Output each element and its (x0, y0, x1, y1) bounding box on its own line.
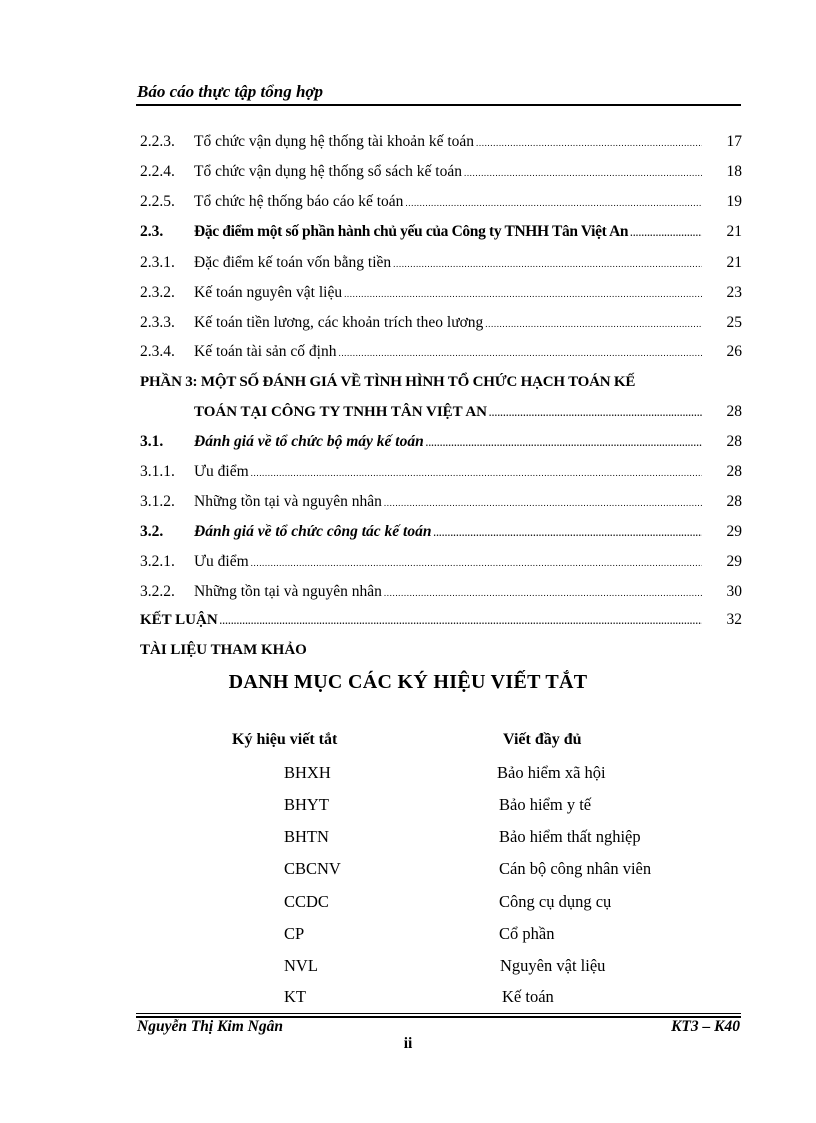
toc-entry-page: 21 (726, 254, 742, 271)
toc-entry-title: Những tồn tại và nguyên nhân (194, 493, 382, 510)
toc-entry-page: 29 (726, 523, 742, 540)
toc-references-entry[interactable]: TÀI LIỆU THAM KHẢO (140, 642, 307, 658)
toc-section-entry[interactable] (140, 221, 742, 243)
toc-entry-title: Tổ chức vận dụng hệ thống sổ sách kế toán (194, 163, 462, 180)
abbreviation-code: CCDC (284, 892, 329, 911)
toc-leader-dots (464, 162, 702, 184)
toc-entry-number: 2.2.5. (140, 193, 175, 210)
toc-entry-number: 2.3.3. (140, 314, 175, 331)
toc-entry-page: 28 (726, 433, 742, 450)
toc-entry[interactable] (140, 252, 742, 274)
toc-entry[interactable] (140, 461, 742, 483)
toc-entry-title: Ưu điểm (194, 463, 249, 480)
abbreviation-row (0, 824, 816, 850)
toc-entry-number: 2.3.1. (140, 254, 175, 271)
abbreviation-full: Công cụ dụng cụ (499, 892, 612, 911)
toc-entry-number: 2.2.4. (140, 163, 175, 180)
toc-entry-page: 23 (726, 284, 742, 301)
toc-entry-page: 28 (726, 493, 742, 510)
toc-leader-dots (485, 313, 702, 335)
toc-entry-number: 3.1.1. (140, 463, 175, 480)
toc-entry-title: TOÁN TẠI CÔNG TY TNHH TÂN VIỆT AN (194, 404, 488, 420)
footer-class: KT3 – K40 (671, 1018, 740, 1035)
toc-entry[interactable] (140, 551, 742, 573)
toc-entry-title: Đánh giá về tổ chức bộ máy kế toán (194, 433, 424, 450)
abbreviation-code: NVL (284, 956, 318, 975)
toc-section-entry[interactable] (140, 431, 742, 453)
toc-entry-title: Kế toán tiền lương, các khoản trích theo lương (194, 314, 484, 331)
toc-entry-number: 3.2.2. (140, 583, 175, 600)
toc-entry-title: Ưu điểm (194, 553, 249, 570)
toc-leader-dots (426, 432, 702, 454)
toc-entry-page: 21 (726, 223, 742, 240)
toc-entry-page: 25 (726, 314, 742, 331)
toc-leader-dots (476, 132, 702, 154)
toc-entry-page: 17 (726, 133, 742, 150)
abbreviation-full: Nguyên vật liệu (500, 956, 606, 975)
toc-entry[interactable] (140, 312, 742, 334)
toc-leader-dots (489, 402, 702, 424)
toc-entry-number: 2.3.2. (140, 284, 175, 301)
toc-entry-title: Kế toán nguyên vật liệu (194, 284, 343, 301)
header-divider (136, 104, 741, 106)
toc-entry-page: 26 (726, 343, 742, 360)
abbreviation-full: Kế toán (502, 987, 554, 1006)
toc-leader-dots (384, 492, 702, 514)
toc-entry[interactable] (140, 581, 742, 603)
abbreviations-title: DANH MỤC CÁC KÝ HIỆU VIẾT TẮT (228, 671, 588, 693)
toc-entry[interactable] (140, 161, 742, 183)
toc-entry-title: Kế toán tài sản cố định (194, 343, 337, 360)
abbreviation-row (0, 856, 816, 882)
toc-leader-dots (251, 462, 702, 484)
toc-leader-dots (393, 253, 702, 275)
abbreviation-row (0, 953, 816, 979)
toc-entry-number: 3.1.2. (140, 493, 175, 510)
abbreviation-row (0, 792, 816, 818)
toc-entry-page: 18 (726, 163, 742, 180)
toc-entry-number: 3.2. (140, 523, 164, 540)
toc-leader-dots (338, 342, 702, 364)
abbreviation-full: Bảo hiểm thất nghiệp (499, 827, 641, 846)
toc-entry-title: Tổ chức vận dụng hệ thống tài khoản kế toán (194, 133, 475, 150)
abbreviation-code: BHTN (284, 827, 329, 846)
toc-entry-title: Đặc điểm kế toán vốn bằng tiền (194, 254, 392, 271)
part3-heading-line1[interactable]: PHẦN 3: MỘT SỐ ĐÁNH GIÁ VỀ TÌNH HÌNH TỔ CHỨC HẠCH TOÁN KẾ (140, 374, 636, 390)
toc-entry-page: 29 (726, 553, 742, 570)
toc-leader-dots (384, 582, 702, 604)
toc-entry-page: 28 (726, 403, 742, 420)
toc-entry-number: 2.3.4. (140, 343, 175, 360)
footer-divider (136, 1013, 741, 1014)
toc-section-entry[interactable] (140, 521, 742, 543)
part3-heading-line2[interactable] (140, 401, 742, 423)
footer-author: Nguyễn Thị Kim Ngân (137, 1018, 283, 1035)
abbreviation-row (0, 760, 816, 786)
abbreviation-code: CBCNV (284, 859, 341, 878)
toc-leader-dots (220, 610, 702, 632)
abbreviation-code: BHYT (284, 795, 329, 814)
toc-entry-title: Tổ chức hệ thống báo cáo kế toán (194, 193, 404, 210)
toc-entry-title: Đặc điểm một số phần hành chủ yếu của Công ty TNHH Tân Việt An (194, 223, 629, 240)
page-number: ii (403, 1035, 413, 1052)
toc-entry-page: 30 (726, 583, 742, 600)
toc-entry[interactable] (140, 282, 742, 304)
toc-entry[interactable] (140, 341, 742, 363)
abbreviation-row (0, 921, 816, 947)
toc-leader-dots (630, 222, 702, 244)
abbreviations-code-header: Ký hiệu viết tắt (232, 731, 338, 748)
abbreviation-full: Cổ phần (499, 924, 555, 943)
abbreviations-full-header: Viết đầy đủ (503, 731, 582, 748)
toc-leader-dots (344, 283, 702, 305)
abbreviation-row (0, 984, 816, 1010)
abbreviation-code: BHXH (284, 763, 331, 782)
header-title: Báo cáo thực tập tổng hợp (137, 82, 324, 101)
toc-entry-title: Đánh giá về tổ chức công tác kế toán (194, 523, 432, 540)
abbreviation-code: CP (284, 924, 305, 943)
toc-entry-number: 2.3. (140, 223, 164, 240)
toc-entry-number: 3.1. (140, 433, 164, 450)
toc-entry[interactable] (140, 191, 742, 213)
toc-entry-title: KẾT LUẬN (140, 612, 218, 628)
abbreviation-full: Bảo hiểm y tế (499, 795, 592, 814)
toc-leader-dots (433, 522, 702, 544)
toc-leader-dots (251, 552, 702, 574)
abbreviation-full: Cán bộ công nhân viên (499, 859, 652, 878)
toc-entry-number: 2.2.3. (140, 133, 175, 150)
toc-entry-page: 28 (726, 463, 742, 480)
toc-entry-page: 32 (726, 611, 742, 628)
toc-entry[interactable] (140, 131, 742, 153)
abbreviation-code: KT (284, 987, 306, 1006)
abbreviation-row (0, 889, 816, 915)
toc-entry-title: Những tồn tại và nguyên nhân (194, 583, 382, 600)
abbreviation-full: Bảo hiểm xã hội (497, 763, 606, 782)
toc-entry-page: 19 (726, 193, 742, 210)
toc-entry-number: 3.2.1. (140, 553, 175, 570)
toc-entry[interactable] (140, 491, 742, 513)
toc-conclusion-entry[interactable] (140, 609, 742, 631)
toc-leader-dots (405, 192, 702, 214)
